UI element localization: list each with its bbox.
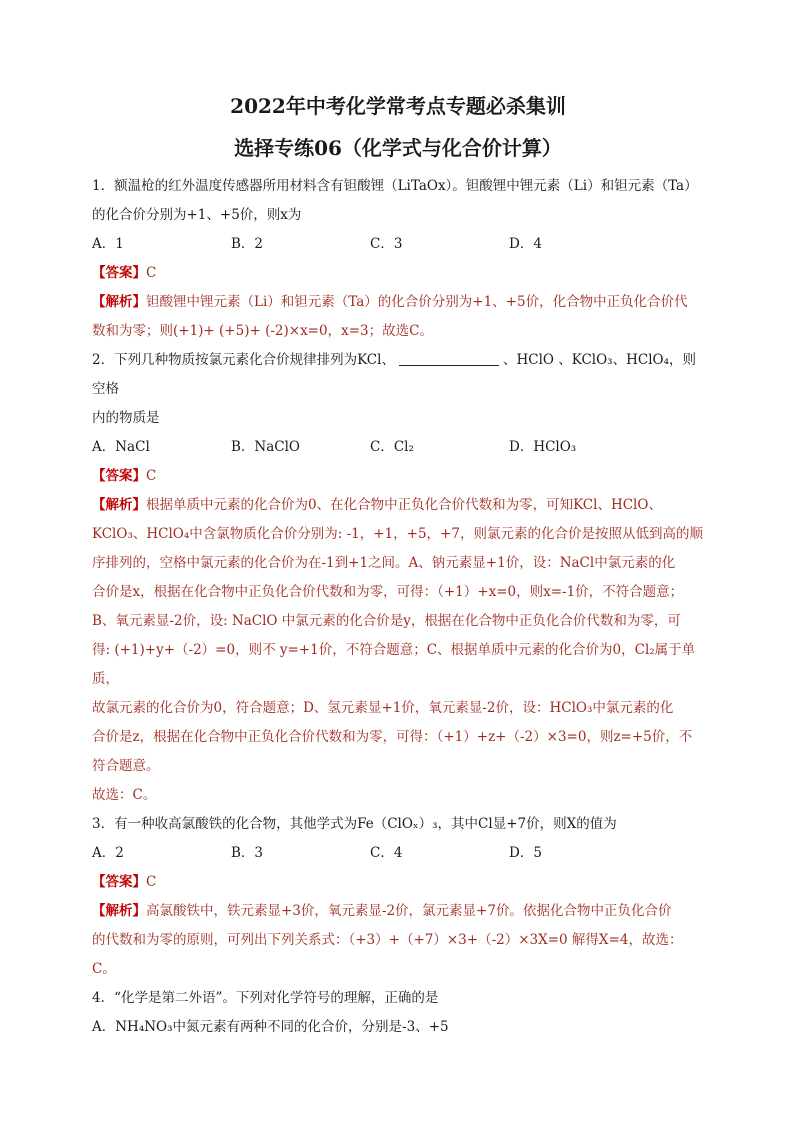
answer-value: C bbox=[146, 468, 157, 484]
question-4-line-1: 4．“化学是第二外语”。下列对化学符号的理解，正确的是 bbox=[92, 990, 439, 1006]
analysis-line: 高氯酸铁中，铁元素显+3价，氧元素显-2价，氯元素显+7价。依据化合物中正负化合价 bbox=[146, 903, 672, 919]
option-c: C．3 bbox=[370, 236, 403, 252]
analysis-line: 序排列的，空格中氯元素的化合价为在-1到+1之间。A、钠元素显+1价，设：NaCl中氯元素的化 bbox=[92, 555, 676, 571]
question-3-answer bbox=[92, 868, 704, 897]
question-2-analysis bbox=[92, 491, 704, 810]
analysis-line: 钽酸锂中锂元素（Li）和钽元素（Ta）的化合价分别为+1、+5价，化合物中正负化合价代 bbox=[146, 294, 688, 310]
question-2-text-b: 、HClO 、KClO₃、HClO₄，则空格 bbox=[92, 352, 696, 397]
answer-value: C bbox=[146, 265, 157, 281]
analysis-line: 符合题意。 bbox=[92, 758, 160, 774]
question-3-options bbox=[92, 839, 704, 868]
document-subtitle: 选择专练06（化学式与化合价计算） bbox=[234, 136, 562, 160]
document-title: 2022年中考化学常考点专题必杀集训 bbox=[230, 94, 566, 118]
question-3-line-1: 3．有一种收高氯酸铁的化合物，其他学式为Fe（ClOₓ）₃，其中Cl显+7价，则X的值为 bbox=[92, 816, 617, 832]
question-2-options bbox=[92, 433, 704, 462]
option-b: B．3 bbox=[231, 845, 264, 861]
option-d: D．HClO₃ bbox=[509, 439, 577, 455]
analysis-tag: 【解析】 bbox=[92, 294, 146, 310]
question-1-analysis bbox=[92, 288, 704, 346]
question-1-line-1: 1．额温枪的红外温度传感器所用材料含有钽酸锂（LiTaOx）。钽酸锂中锂元素（Li）和钽元素（Ta） bbox=[92, 178, 698, 194]
option-b: B．2 bbox=[231, 236, 264, 252]
question-2-line-1 bbox=[92, 346, 704, 404]
option-a: A．NH₄NO₃中氮元素有两种不同的化合价，分别是-3、+5 bbox=[92, 1019, 449, 1035]
answer-value: C bbox=[146, 874, 157, 890]
analysis-line: 的代数和为零的原则，可列出下列关系式：（+3）+（+7）×3+（-2）×3X=0 解得X=4，故选：C。 bbox=[92, 932, 683, 977]
option-a: A．NaCl bbox=[92, 439, 150, 455]
analysis-line: 故氯元素的化合价为0，符合题意；D、氢元素显+1价，氧元素显-2价，设：HClO₃中氯元素的化 bbox=[92, 700, 674, 716]
question-2-answer bbox=[92, 462, 704, 491]
answer-tag: 【答案】 bbox=[92, 468, 146, 484]
question-2-text-a: 2．下列几种物质按氯元素化合价规律排列为KCl、 bbox=[92, 352, 395, 368]
analysis-line: KClO₃、HClO₄中含氯物质化合价分别为: -1，+1，+5，+7，则氯元素的化合价是按照从低到高的顺 bbox=[92, 526, 703, 542]
analysis-line: B、氧元素显-2价，设: NaClO 中氯元素的化合价是y，根据在化合物中正负化合价代数和为零，可 bbox=[92, 613, 681, 629]
option-a: A．1 bbox=[92, 236, 124, 252]
option-d: D．4 bbox=[509, 236, 542, 252]
analysis-line: 合价是z，根据在化合物中正负化合价代数和为零，可得：（+1）+z+（-2）×3=0，则z=+5价，不 bbox=[92, 729, 693, 745]
analysis-line: 根据单质中元素的化合价为0、在化合物中正负化合价代数和为零，可知KCl、HClO、 bbox=[146, 497, 662, 513]
question-1-line-2: 的化合价分别为+1、+5价，则x为 bbox=[92, 207, 302, 223]
option-c: C．Cl₂ bbox=[370, 439, 414, 455]
option-a: A．2 bbox=[92, 845, 124, 861]
question-3 bbox=[92, 810, 704, 839]
question-2-line-2: 内的物质是 bbox=[92, 410, 160, 426]
answer-tag: 【答案】 bbox=[92, 874, 146, 890]
question-1 bbox=[92, 172, 704, 230]
question-2 bbox=[92, 346, 704, 433]
analysis-line: 合价是x，根据在化合物中正负化合价代数和为零，可得：（+1）+x=0，则x=-1价，不符合题意； bbox=[92, 584, 684, 600]
analysis-tag: 【解析】 bbox=[92, 497, 146, 513]
analysis-line: 数和为零；则(+1)+ (+5)+ (-2)×x=0，x=3；故选C。 bbox=[92, 323, 433, 339]
analysis-tag: 【解析】 bbox=[92, 903, 146, 919]
analysis-line: 得: (+1)+y+（-2）=0，则不 y=+1价，不符合题意；C、根据单质中元素的化合价为0，Cl₂属于单质， bbox=[92, 642, 696, 687]
answer-tag: 【答案】 bbox=[92, 265, 146, 281]
option-b: B．NaClO bbox=[231, 439, 300, 455]
question-3-analysis bbox=[92, 897, 704, 984]
question-1-answer bbox=[92, 259, 704, 288]
question-1-options bbox=[92, 230, 704, 259]
option-c: C．4 bbox=[370, 845, 403, 861]
analysis-conclusion: 故选：C。 bbox=[92, 787, 157, 803]
question-4 bbox=[92, 984, 704, 1042]
answer-blank bbox=[399, 365, 499, 366]
option-d: D．5 bbox=[509, 845, 542, 861]
